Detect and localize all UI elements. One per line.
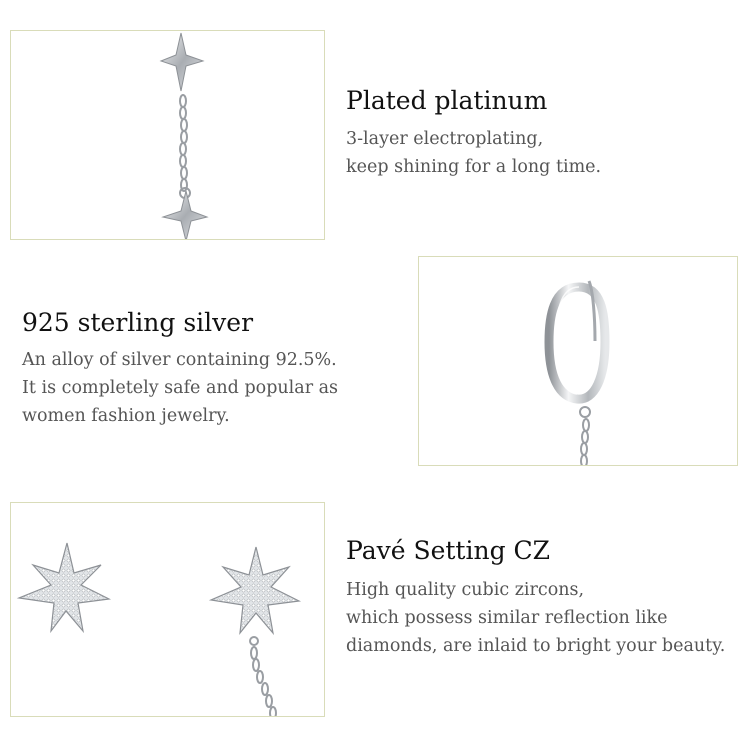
cz-star-studs-image bbox=[10, 502, 325, 717]
section-description-sterling-silver bbox=[22, 346, 338, 430]
description-line: which possess similar reflection like bbox=[346, 608, 668, 628]
description-line: It is completely safe and popular as bbox=[22, 378, 339, 398]
section-description-pave-setting bbox=[346, 576, 725, 660]
description-line: women fashion jewelry. bbox=[22, 406, 230, 426]
section-description-plated-platinum bbox=[346, 125, 601, 181]
description-line: diamonds, are inlaid to bright your beauty. bbox=[346, 636, 726, 656]
section-title-plated-platinum: Plated platinum bbox=[346, 86, 548, 115]
cz-star-studs-illustration bbox=[11, 503, 325, 717]
hoop-earring-image bbox=[418, 256, 738, 466]
star-chain-image bbox=[10, 30, 325, 240]
description-line: High quality cubic zircons, bbox=[346, 580, 585, 600]
description-line: An alloy of silver containing 92.5%. bbox=[22, 350, 337, 370]
description-line: keep shining for a long time. bbox=[346, 157, 602, 177]
section-title-pave-setting: Pavé Setting CZ bbox=[346, 536, 551, 565]
section-title-sterling-silver: 925 sterling silver bbox=[22, 308, 254, 337]
hoop-earring-illustration bbox=[419, 257, 738, 466]
description-line: 3-layer electroplating, bbox=[346, 129, 544, 149]
star-chain-illustration bbox=[11, 31, 325, 240]
